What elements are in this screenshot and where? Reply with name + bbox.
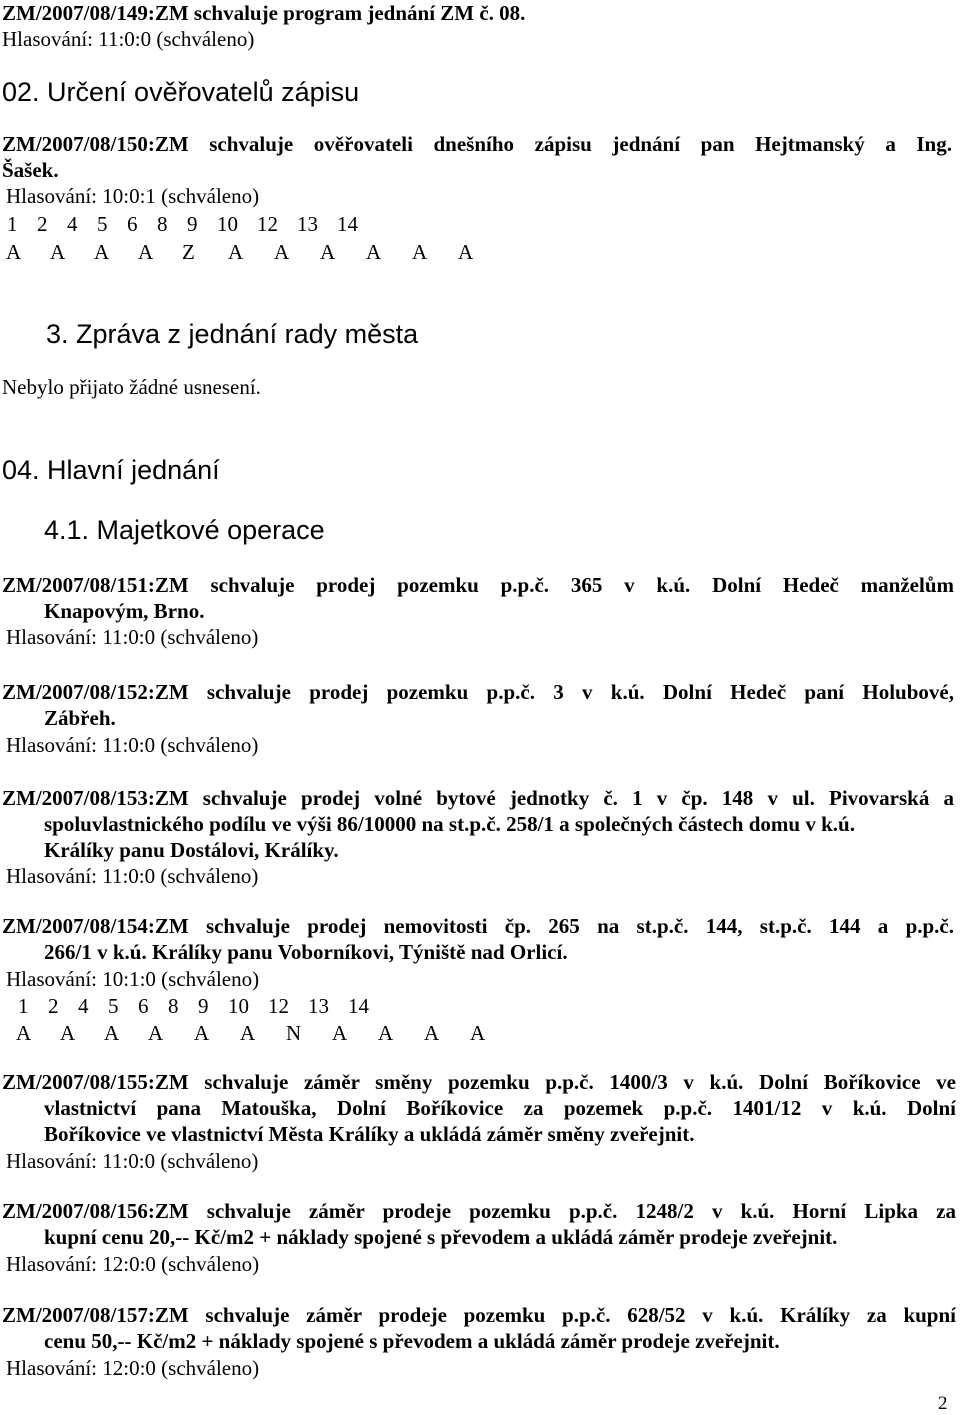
member-number: 1 <box>7 212 18 236</box>
resolution-149-text: ZM/2007/08/149:ZM schvaluje program jednání ZM č. 08. <box>2 1 526 25</box>
section-3-note: Nebylo přijato žádné usnesení. <box>2 375 261 399</box>
vote-result-150: Hlasování: 10:0:1 (schváleno) <box>6 184 260 208</box>
resolution-157-text: ZM/2007/08/157:ZM schvaluje záměr prodeje pozemku p.p.č. 628/52 v k.ú. Králíky za kupní <box>2 1303 956 1327</box>
member-vote: A <box>50 240 66 264</box>
subsection-heading-4-1: 4.1. Majetkové operace <box>44 515 325 545</box>
vote-result-156: Hlasování: 12:0:0 (schváleno) <box>6 1252 260 1276</box>
resolution-150-text: ZM/2007/08/150:ZM schvaluje ověřovateli dnešního zápisu jednání pan Hejtmanský a Ing. <box>2 132 952 156</box>
member-vote: A <box>412 240 428 264</box>
member-vote: A <box>148 1021 164 1045</box>
member-vote: A <box>138 240 154 264</box>
member-number: 2 <box>48 994 59 1018</box>
section-heading-02: 02. Určení ověřovatelů zápisu <box>2 77 360 107</box>
member-number: 6 <box>127 212 138 236</box>
member-number: 4 <box>78 994 89 1018</box>
section-heading-04: 04. Hlavní jednání <box>2 455 220 485</box>
resolution-151-text: ZM/2007/08/151:ZM schvaluje prodej pozemku p.p.č. 365 v k.ú. Dolní Hedeč manželům <box>2 573 954 597</box>
member-vote: A <box>458 240 474 264</box>
member-vote: A <box>104 1021 120 1045</box>
vote-result-152: Hlasování: 11:0:0 (schváleno) <box>6 733 259 757</box>
resolution-152-text: ZM/2007/08/152:ZM schvaluje prodej pozemku p.p.č. 3 v k.ú. Dolní Hedeč paní Holubové, <box>2 680 954 704</box>
resolution-154-text: ZM/2007/08/154:ZM schvaluje prodej nemovitosti čp. 265 na st.p.č. 144, st.p.č. 144 a p.p.č. <box>2 914 954 938</box>
resolution-156-text-cont: kupní cenu 20,-- Kč/m2 + náklady spojené s převodem a ukládá záměr prodeje zveřejnit. <box>44 1225 838 1249</box>
member-number: 4 <box>67 212 78 236</box>
member-vote: A <box>320 240 336 264</box>
member-number: 14 <box>348 994 369 1018</box>
resolution-154-text-cont: 266/1 v k.ú. Králíky panu Voborníkovi, Týniště nad Orlicí. <box>44 940 568 964</box>
section-heading-3: 3. Zpráva z jednání rady města <box>46 319 419 349</box>
member-number: 12 <box>257 212 278 236</box>
vote-result-149: Hlasování: 11:0:0 (schváleno) <box>2 27 255 51</box>
member-number: 5 <box>97 212 108 236</box>
resolution-151-text-cont: Knapovým, Brno. <box>44 599 205 623</box>
member-vote: A <box>194 1021 210 1045</box>
member-number: 10 <box>217 212 238 236</box>
resolution-156-text: ZM/2007/08/156:ZM schvaluje záměr prodeje pozemku p.p.č. 1248/2 v k.ú. Horní Lipka za <box>2 1199 956 1223</box>
member-vote: A <box>274 240 290 264</box>
member-vote: A <box>378 1021 394 1045</box>
member-number: 9 <box>198 994 209 1018</box>
vote-table-154-votes <box>16 1020 500 1046</box>
member-number: 9 <box>187 212 198 236</box>
vote-result-151: Hlasování: 11:0:0 (schváleno) <box>6 625 259 649</box>
member-vote: A <box>332 1021 348 1045</box>
vote-result-153: Hlasování: 11:0:0 (schváleno) <box>6 864 259 888</box>
member-number: 8 <box>168 994 179 1018</box>
vote-result-155: Hlasování: 11:0:0 (schváleno) <box>6 1149 259 1173</box>
resolution-153-text-cont: Králíky panu Dostálovi, Králíky. <box>44 838 339 862</box>
member-vote: A <box>60 1021 76 1045</box>
resolution-157-text-cont: cenu 50,-- Kč/m2 + náklady spojené s převodem a ukládá záměr prodeje zveřejnit. <box>44 1329 780 1353</box>
member-number: 8 <box>157 212 168 236</box>
resolution-150-text-cont: Šašek. <box>2 158 59 182</box>
member-number: 14 <box>337 212 358 236</box>
member-number: 1 <box>18 994 29 1018</box>
resolution-152-text-cont: Zábřeh. <box>44 706 116 730</box>
member-number: 10 <box>228 994 249 1018</box>
page-number: 2 <box>938 1393 948 1414</box>
member-vote: N <box>286 1021 302 1045</box>
vote-table-150-members <box>7 211 377 237</box>
member-number: 2 <box>37 212 48 236</box>
resolution-153-text: ZM/2007/08/153:ZM schvaluje prodej volné bytové jednotky č. 1 v čp. 148 v ul. Pivovarská a <box>2 786 954 810</box>
member-vote: A <box>6 240 22 264</box>
resolution-155-text-cont: vlastnictví pana Matouška, Dolní Boříkovice za pozemek p.p.č. 1401/12 v k.ú. Dolní <box>44 1096 956 1120</box>
vote-result-154: Hlasování: 10:1:0 (schváleno) <box>6 967 260 991</box>
member-number: 6 <box>138 994 149 1018</box>
vote-table-150-votes <box>6 239 488 265</box>
member-vote: A <box>470 1021 486 1045</box>
member-vote: A <box>366 240 382 264</box>
member-number: 13 <box>308 994 329 1018</box>
member-vote: A <box>424 1021 440 1045</box>
member-number: 12 <box>268 994 289 1018</box>
member-vote: A <box>228 240 244 264</box>
member-vote: A <box>94 240 110 264</box>
vote-table-154-members <box>18 993 388 1019</box>
member-vote: Z <box>182 240 195 264</box>
resolution-155-text: ZM/2007/08/155:ZM schvaluje záměr směny pozemku p.p.č. 1400/3 v k.ú. Dolní Boříkovice ve <box>2 1070 956 1094</box>
vote-result-157: Hlasování: 12:0:0 (schváleno) <box>6 1356 260 1380</box>
member-vote: A <box>240 1021 256 1045</box>
member-vote: A <box>16 1021 32 1045</box>
resolution-155-text-cont: Boříkovice ve vlastnictví Města Králíky a ukládá záměr směny zveřejnit. <box>44 1122 695 1146</box>
resolution-153-text-cont: spoluvlastnického podílu ve výši 86/10000 na st.p.č. 258/1 a společných částech domu v k.ú. <box>44 812 855 836</box>
member-number: 5 <box>108 994 119 1018</box>
member-number: 13 <box>297 212 318 236</box>
